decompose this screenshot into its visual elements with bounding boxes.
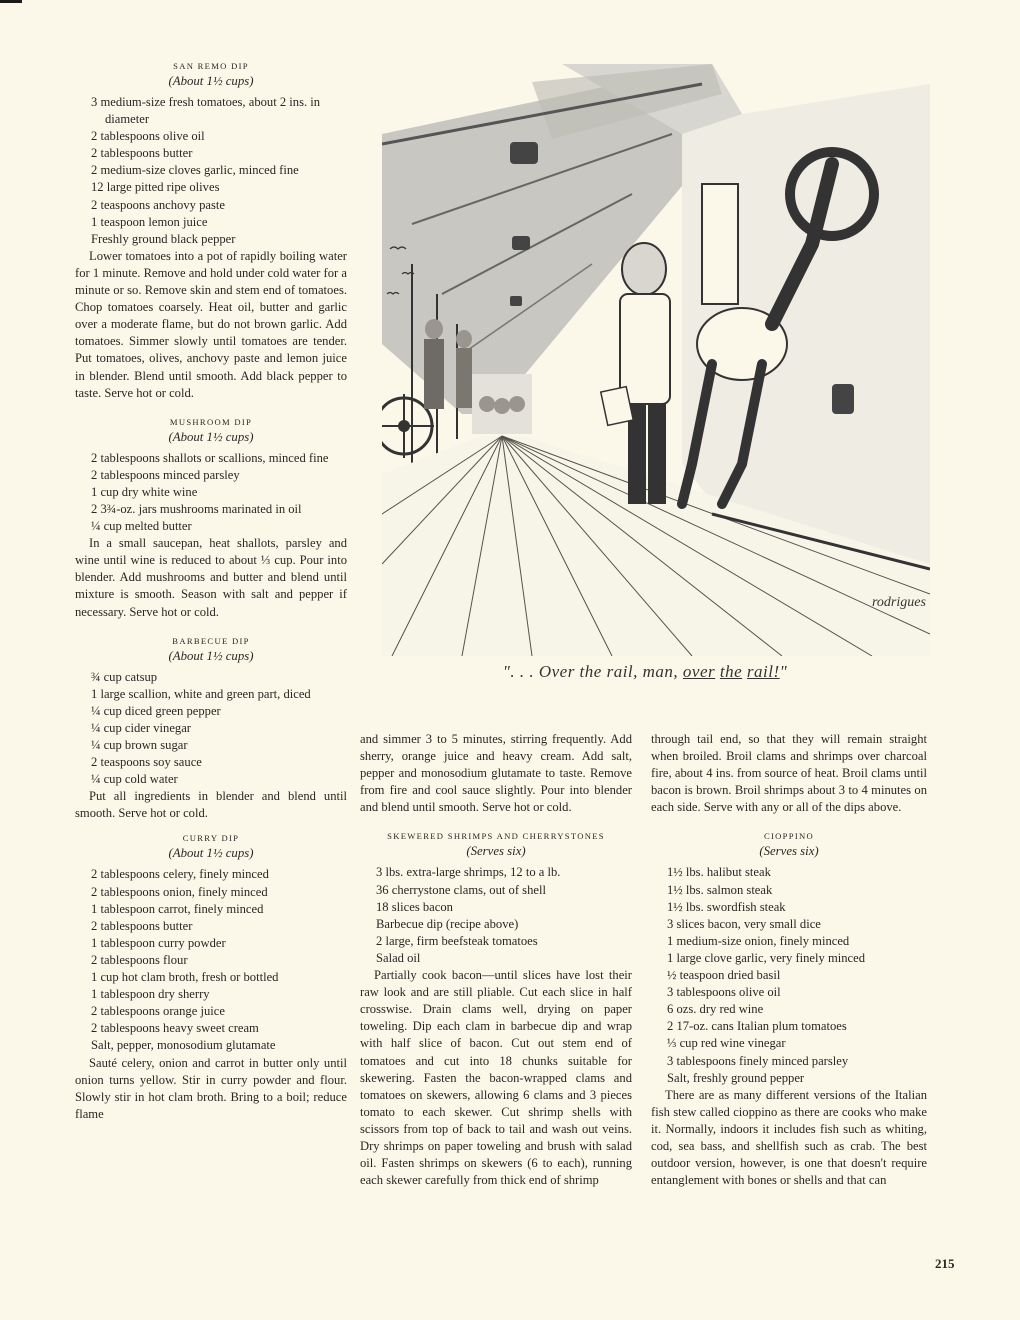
column-middle bbox=[360, 731, 632, 1203]
ingredient-item: 2 large, firm beefsteak tomatoes bbox=[376, 933, 538, 948]
recipe-title: SKEWERED SHRIMPS AND CHERRYSTONES bbox=[387, 831, 605, 842]
ingredient-list bbox=[360, 864, 632, 967]
ingredient-item: 1 teaspoon lemon juice bbox=[91, 214, 208, 229]
caption-underlined-word: over bbox=[682, 662, 716, 681]
ingredient-item: 2 tablespoons celery, finely minced bbox=[91, 867, 269, 882]
ingredient-item: 3 slices bacon, very small dice bbox=[667, 916, 821, 931]
ingredient-item: 2 tablespoons orange juice bbox=[91, 1004, 225, 1019]
recipe-instructions: and simmer 3 to 5 minutes, stirring frequently. Add sherry, orange juice and heavy cream. Add salt, pepper and monosodium glutamate to taste. Remove from fire and cool sauce slightly. Pour into blender and blend until smooth. Serve hot or cold. bbox=[360, 732, 632, 815]
ingredient-item: 1 large clove garlic, very finely minced bbox=[667, 950, 866, 965]
recipe-mushroom-dip bbox=[75, 416, 347, 621]
recipe-skewered-continued bbox=[651, 731, 927, 816]
recipe-yield: (About 1½ cups) bbox=[168, 74, 254, 88]
ingredient-item: ¼ cup cold water bbox=[91, 772, 178, 787]
ingredient-list bbox=[651, 864, 927, 1086]
ingredient-item: 1 cup hot clam broth, fresh or bottled bbox=[91, 970, 279, 985]
ingredient-item: 36 cherrystone clams, out of shell bbox=[376, 882, 546, 897]
column-right bbox=[651, 731, 927, 1203]
ingredient-item: Freshly ground black pepper bbox=[91, 231, 236, 246]
recipe-title: BARBECUE DIP bbox=[172, 635, 250, 646]
recipe-instructions: Sauté celery, onion and carrot in butter only until onion turns yellow. Stir in curry powder and flour. Slowly stir in hot clam broth. Bring to a boil; reduce flame bbox=[75, 1055, 347, 1121]
ingredient-item: ⅓ cup red wine vinegar bbox=[667, 1036, 786, 1051]
ingredient-item: 1 medium-size onion, finely minced bbox=[667, 933, 850, 948]
ingredient-item: 1½ lbs. salmon steak bbox=[667, 882, 773, 897]
caption-underlined-word: rail! bbox=[746, 662, 780, 681]
ingredient-item: ½ teaspoon dried basil bbox=[667, 968, 781, 983]
recipe-yield: (About 1½ cups) bbox=[168, 846, 254, 861]
ingredient-item: Barbecue dip (recipe above) bbox=[376, 916, 519, 931]
caption-underlined-word: the bbox=[719, 662, 743, 681]
column-left bbox=[75, 60, 347, 1137]
recipe-instructions: Put all ingredients in blender and blend until smooth. Serve hot or cold. bbox=[75, 789, 347, 821]
ingredient-item: 1 cup dry white wine bbox=[91, 484, 198, 499]
page-number: 215 bbox=[935, 1256, 955, 1271]
recipe-instructions: There are as many different versions of the Italian fish stew called cioppino as there are cooks who make it. Normally, indoors it includes fish such as whiting, cod, sea bass, and shellfish such as crab. The best outdoor version, however, is one that doesn't require entanglement with bones or shells and that can bbox=[651, 1087, 927, 1188]
ingredient-item: 6 ozs. dry red wine bbox=[667, 1002, 764, 1017]
ingredient-item: 2 tablespoons butter bbox=[91, 918, 193, 933]
recipe-barbecue-dip bbox=[75, 635, 347, 823]
corner-mark bbox=[0, 0, 22, 3]
ingredient-item: 3 lbs. extra-large shrimps, 12 to a lb. bbox=[376, 865, 561, 880]
ingredient-item: Salt, pepper, monosodium glutamate bbox=[91, 1038, 276, 1053]
cartoon-illustration bbox=[382, 44, 930, 656]
ingredient-item: 1 large scallion, white and green part, diced bbox=[91, 686, 311, 701]
ingredient-item: 1½ lbs. swordfish steak bbox=[667, 899, 786, 914]
recipe-instructions: Lower tomatoes into a pot of rapidly boiling water for 1 minute. Remove and hold under cold water for a minute or so. Remove skin and stem end of tomatoes. Chop tomatoes coarsely. Heat oil, butter and garlic over a moderate flame, but do not brown garlic. Add tomatoes. Simmer slowly until tomatoes are tender. Put tomatoes, olives, anchovy paste and lemon juice in blender. Blend until smooth. Add black pepper to taste. Serve hot or cold. bbox=[75, 248, 347, 400]
recipe-title: MUSHROOM DIP bbox=[169, 416, 253, 427]
ingredient-list bbox=[75, 866, 347, 1054]
recipe-yield: (Serves six) bbox=[466, 844, 526, 859]
ingredient-item: ¼ cup melted butter bbox=[91, 519, 192, 534]
caption-prefix: ". . . Over the rail, man, bbox=[502, 662, 683, 681]
ingredient-item: ¾ cup catsup bbox=[91, 669, 158, 684]
ingredient-item: 1 tablespoon curry powder bbox=[91, 935, 226, 950]
caption-suffix: " bbox=[779, 662, 788, 681]
ingredient-item: 2 teaspoons anchovy paste bbox=[91, 197, 225, 212]
ingredient-item: 2 tablespoons olive oil bbox=[91, 129, 205, 144]
ingredient-item: 1 tablespoon dry sherry bbox=[91, 987, 210, 1002]
ingredient-item: 2 teaspoons soy sauce bbox=[91, 755, 202, 770]
ingredient-list bbox=[75, 669, 347, 789]
ingredient-item: ¼ cup cider vinegar bbox=[91, 720, 192, 735]
cartoon-caption bbox=[360, 662, 930, 682]
ingredient-item: 2 tablespoons shallots or scallions, minced fine bbox=[91, 450, 329, 465]
ingredient-list bbox=[75, 94, 347, 248]
ingredient-item: 1 tablespoon carrot, finely minced bbox=[91, 901, 264, 916]
ingredient-item: 2 tablespoons butter bbox=[91, 146, 193, 161]
ship-deck-cartoon bbox=[382, 44, 930, 656]
ingredient-item: 2 tablespoons flour bbox=[91, 952, 188, 967]
ingredient-item: 2 tablespoons heavy sweet cream bbox=[91, 1021, 259, 1036]
ingredient-item: 2 tablespoons minced parsley bbox=[91, 467, 240, 482]
recipe-instructions: through tail end, so that they will remain straight when broiled. Broil clams and shrimps over charcoal fire, about 4 ins. from source of heat. Broil clams until bacon is brown. Broil shrimps about 3 to 4 minutes on each side. Serve with any or all of the dips above. bbox=[651, 732, 927, 815]
ingredient-item: ¼ cup brown sugar bbox=[91, 738, 188, 752]
ingredient-item: Salad oil bbox=[376, 950, 421, 965]
ingredient-item: 12 large pitted ripe olives bbox=[91, 180, 220, 195]
ingredient-item: 2 3¾-oz. jars mushrooms marinated in oil bbox=[91, 501, 302, 516]
ingredient-item: 2 tablespoons onion, finely minced bbox=[91, 884, 268, 899]
ingredient-item: 2 medium-size cloves garlic, minced fine bbox=[91, 163, 299, 178]
recipe-title: SAN REMO DIP bbox=[173, 61, 249, 71]
ingredient-item: 1½ lbs. halibut steak bbox=[667, 865, 771, 880]
recipe-instructions: Partially cook bacon—until slices have lost their raw look and are still pliable. Cut each slice in half crosswise. Drain clams well, drying on paper toweling. Dip each clam in barbecue dip and wrap with half slice of bacon. Cut out stem end of tomatoes and cut into 18 chunks suitable for skewering. Fasten the bacon-wrapped clams and tomatoes on skewers, allowing 6 clams and 3 pieces tomato to each skewer. Cut shrimp shells with scissors from top of back to tail and wash out veins. Dry shrimps on paper toweling and brush with salad oil. Fasten shrimps on skewers (6 to each), running each skewer carefully from thick end of shrimp bbox=[360, 968, 632, 1188]
recipe-yield: (About 1½ cups) bbox=[168, 648, 254, 663]
ingredient-item: 18 slices bacon bbox=[376, 899, 453, 914]
recipe-san-remo-dip bbox=[75, 60, 347, 402]
ingredient-item: 2 17-oz. cans Italian plum tomatoes bbox=[667, 1019, 847, 1034]
recipe-yield: (About 1½ cups) bbox=[168, 429, 254, 444]
recipe-curry-dip bbox=[75, 832, 347, 1122]
recipe-curry-dip-continued bbox=[360, 731, 632, 816]
recipe-instructions: In a small saucepan, heat shallots, parsley and wine until wine is reduced to about ⅓ cup. Pour into blender. Add mushrooms and butter and blend until mixture is smooth. Season with salt and pepper if necessary. Serve hot or cold. bbox=[75, 536, 347, 619]
ingredient-item: Salt, freshly ground pepper bbox=[667, 1070, 805, 1085]
ingredient-item: 3 tablespoons olive oil bbox=[667, 985, 781, 1000]
recipe-skewered-shrimps bbox=[360, 830, 632, 1189]
recipe-title: CURRY DIP bbox=[182, 833, 240, 844]
recipe-cioppino bbox=[651, 830, 927, 1189]
recipe-yield: (Serves six) bbox=[759, 844, 819, 859]
artist-signature: rodrigues bbox=[872, 595, 926, 610]
recipe-title: CIOPPINO bbox=[763, 831, 815, 842]
ingredient-item: 3 medium-size fresh tomatoes, about 2 ins. in diameter bbox=[91, 95, 321, 127]
ingredient-item: ¼ cup diced green pepper bbox=[91, 703, 221, 718]
ingredient-list bbox=[75, 450, 347, 535]
ingredient-item: 3 tablespoons finely minced parsley bbox=[667, 1053, 849, 1068]
